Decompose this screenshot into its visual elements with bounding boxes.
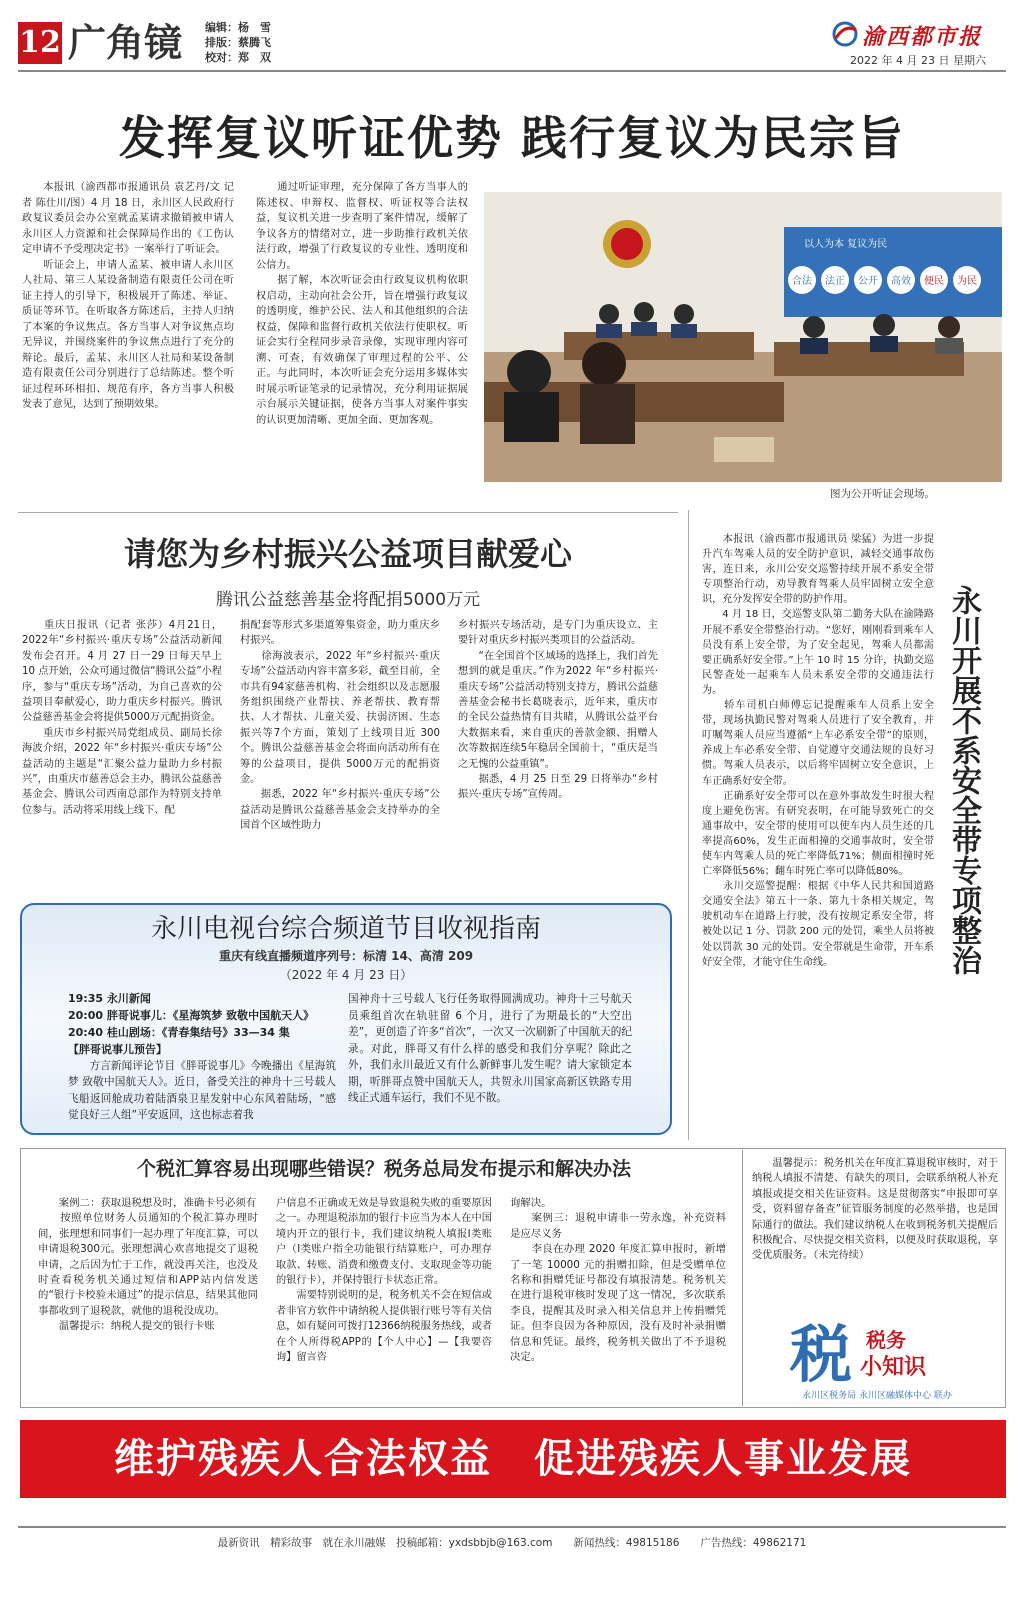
- schedule-line-1: 19:35 永川新闻: [68, 992, 151, 1005]
- editor-credits: [205, 20, 271, 65]
- a1-col1: 本报讯（渝西都市报通讯员 袁艺丹/文 记者 陈仕川/图）4 月 18 日，永川区人民政府行政复议委员会办公室就孟某请求撤销被申请人永川区人力资源和社会保障局作出的《工伤认定申请不予受理决定书》一案举行了听证会。 听证会上，申请人孟某、被申请人永川区人社局、第三人某设备制造有限责任公司在听证主持人的引导下，积极展开了陈述、举证、质证等环节。在听取各方陈述后，主持人归纳了本案的争议焦点。各方当事人对争议焦点均无异议，并围绕案件的争议焦点进行了充分的辩论。最后，孟某、永川区人社局和某设备制造有限责任公司分别进行了总结陈述。整个听证过程环环相扣、规范有序，各方当事人积极发表了意见，达到了预期效果。: [22, 182, 234, 410]
- a2-col1: 重庆日报讯（记者 张莎）4月21日，2022年“乡村振兴·重庆专场”公益活动新闻发布会召开。4 月 27 日一29 日每天早上 10 点开始，公众可通过微信“腾讯公益”小程序，参与“重庆专场”活动，为自己喜欢的公益项目奉献爱心，助力重庆乡村振兴。腾讯公益慈善基金会将提供5000万元配捐资金。 重庆市乡村振兴局党组成员、副局长徐海波介绍，2022 年“乡村振兴·重庆专场”公益活动的主题是“汇聚公益力量助力乡村振兴”，由重庆市慈善总会主办，腾讯公益慈善基金会、腾讯公司西南总部作为特别支持单位参与。活动将采用线上线下、配: [22, 620, 222, 816]
- proof-name: 校对：郑 双: [205, 51, 271, 64]
- photo-badge-text: 高效: [891, 276, 911, 287]
- a4-sub1: 重庆有线直播频道序列号：标清 14、高清 209: [218, 949, 474, 963]
- tax-logo-credit: 永川区税务局 永川区融媒体中心 联办: [802, 1391, 952, 1401]
- header-rule: [18, 70, 1006, 72]
- a2-headline: 请您为乡村振兴公益项目献爱心: [123, 535, 572, 573]
- a3-headline: 永川开展不系安全带专项整治: [946, 585, 981, 975]
- page-number-badge: 12: [18, 22, 62, 64]
- hearing-photo: [484, 192, 1002, 482]
- hearing-photo-illustration: [484, 192, 1002, 482]
- a3-divider: [688, 510, 689, 1140]
- schedule-line-3: 20:40 桂山剧场：《青春集结号》33—34 集: [68, 1026, 290, 1039]
- a4-schedule: [68, 990, 348, 1058]
- layout-name: 排版：蔡腾飞: [205, 36, 271, 49]
- paper-logo: [830, 20, 1010, 48]
- a1-headline: 发挥复议听证优势 践行复议为民宗旨: [118, 111, 905, 165]
- paper-name: 渝西都市报: [862, 24, 983, 50]
- a5-col4: 温馨提示：税务机关在年度汇算退税审核时，对于纳税人填报不清楚、有缺失的项目，会联系纳税人补充填报或提交相关佐证资料。这是贯彻落实“申报即可享受，资料留存备查”征管服务制度的必然举措，也是国际通行的做法。我们建议纳税人在收到税务机关提醒后积极配合、尽快提交相关资料，以便及时获取退税，享受优质服务。（未完待续）: [752, 1158, 998, 1262]
- a1-col2: 通过听证审理，充分保障了各方当事人的陈述权、申辩权、监督权、听证权等合法权益，复议机关进一步查明了案件情况，缓解了争议各方的情绪对立，进一步助推行政机关依法行政，增强了行政复议的专业性、透明度和公信力。 据了解，本次听证会由行政复议机构依职权启动，主动向社会公开，旨在增强行政复议的透明度，维护公民、法人和其他组织的合法权益，保障和监督行政机关依法行使职权。听证会实行全程同步录音录像，实现审理内容可溯、可查，有效确保了审理过程的公平、公正。与此同时，本次听证会充分运用多媒体实时展示听证笔录的记录情况，充分利用证据展示台展示关键证据，使各方当事人对案件事实的认识更加清晰、更加全面、更加客观。: [256, 182, 468, 426]
- schedule-line-4: 【胖哥说事儿预告】: [68, 1043, 167, 1056]
- photo-badge-text: 公开: [858, 276, 878, 287]
- slogan-text: 维护残疾人合法权益 促进残疾人事业发展: [114, 1436, 912, 1482]
- tax-logo-t1: 税务: [866, 1328, 906, 1352]
- a4-sub2: （2022 年 4 月 23 日）: [279, 968, 413, 982]
- issue-date: 2022 年 4 月 23 日 星期六: [850, 54, 986, 67]
- photo-slogan: 以人为本 复议为民: [804, 239, 888, 250]
- tax-logo-big: 税: [790, 1318, 853, 1391]
- a1-caption: 图为公开听证会现场。: [830, 488, 935, 500]
- section-title: 广角镜: [68, 21, 183, 65]
- photo-badge-text: 法正: [825, 276, 845, 287]
- a5-headline: 个税汇算容易出现哪些错误？税务总局发布提示和解决办法: [136, 1158, 631, 1180]
- a5-col3: 询解决。 案例三：退税申请非一劳永逸，补充资料是应尽义务 李良在办理 2020 年度汇算申报时，新增了一笔 10000 元的捐赠扣除，但是受赠单位名称和捐赠凭证号都没有填报清楚。税务机关在进行退税审核时发现了这一情况，多次联系李良，提醒其及时录入相关信息并上传捐赠凭证。但李良因为各种原因，没有及时补录捐赠信息和凭证。最终，税务机关做出了不予退税决定。: [510, 1197, 726, 1364]
- footer-rule: [18, 1526, 1006, 1528]
- a2-subhead: 腾讯公益慈善基金将配捐5000万元: [215, 590, 481, 610]
- footer-info: 最新资讯 精彩故事 就在永川融媒 投稿邮箱：yxdsbbjb@163.com 新闻热线：49815186 广告热线：49862171: [217, 1537, 807, 1549]
- paper-logo-icon: [830, 20, 860, 48]
- a4-headline: 永川电视台综合频道节目收视指南: [150, 914, 541, 944]
- a4-col2: 国神舟十三号载人飞行任务取得圆满成功。神舟十三号航天员乘组首次在轨驻留 6 个月，进行了为期最长的“大空出差”，更创造了许多“首次”，一次又一次刷新了中国航天的纪录。对此，胖哥又有什么样的感受和我们分享呢？除此之外，我们永川最近又有什么新鲜事儿发生呢？请大家锁定本期，听胖哥点赞中国航天人，共贺永川国家高新区铁路专用线正式通车运行，我们不见不散。: [348, 993, 632, 1104]
- photo-badge-text: 为民: [957, 276, 977, 287]
- a1-bottom-rule: [18, 512, 678, 513]
- photo-badge-text: 合法: [792, 276, 812, 287]
- a5-col1: 案例二：获取退税想及时，准确卡号必须有 按照单位财务人员通知的个税汇算办理时间，张理想和同事们一起办理了年度汇算，可以申请退税300元。张理想满心欢喜地提交了退税申请，之后因为忙于工作，就没再关注，也没及时查看税务机关通过短信和APP站内信发送的“银行卡校验未通过”的提示信息，结果其他同事都收到了退税款，就他的退税没成功。 温馨提示：纳税人提交的银行卡账: [38, 1197, 258, 1333]
- a3-body: 本报讯（渝西都市报通讯员 梁猛）为进一步提升汽车驾乘人员的安全防护意识，减轻交通事故伤害，连日来，永川公安交巡警持续开展不系安全带专项整治行动，劝导教育驾乘人员牢固树立安全意识，充分发挥安全带的防护作用。 4 月 18 日，交巡警支队第二勤务大队在渝隆路开展不系安全带整治行动。“您好，刚刚看到乘车人员没有系上安全带，为了安全起见，驾乘人员都需要正确系好安全带。”上午 10 时 15 分许，执勤交巡民警查处一起乘车人员未系安全带的交通违法行为。 轿车司机白师傅忘记提醒乘车人员系上安全带，现场执勤民警对驾乘人员进行了安全教育，并叮嘱驾乘人员应当遵循“上车必系安全带”的原则，养成上车必系安全带、自觉遵守交通法规的良好习惯。驾乘人员表示，以后将牢固树立安全意识，上车正确系好安全带。 正确系好安全带可以在意外事故发生时很大程度上避免伤害。有研究表明，在可能导致死亡的交通事故中，安全带的使用可以使车内人员生还的几率提高60%，发生正面相撞的交通事故时，安全带使车内驾乘人员的死亡率降低71%；侧面相撞时死亡率降低56%；翻车时死亡率可以降低80%。 永川交巡警提醒：根据《中华人民共和国道路交通安全法》第五十一条、第九十条相关规定，驾驶机动车在道路上行驶，没有按规定系安全带，将被处以记 1 分、罚款 200 元的处罚，乘坐人员将被处以罚款 30 元的处罚。安全带就是生命带，开车系好安全带，才能守住生命线。: [702, 534, 934, 968]
- a4-col1: 方言新闻评论节目《胖哥说事儿》今晚播出《星海筑梦 致敬中国航天人》。近日，备受关注的神舟十三号载人飞船返回舱成功着陆酒泉卫星发射中心东风着陆场，“感觉良好三人组”平安返回，这也标志着我: [68, 1060, 336, 1121]
- tax-knowledge-logo: [790, 1320, 990, 1404]
- a5-sidebar-divider: [742, 1150, 743, 1406]
- photo-badge-text: 便民: [924, 276, 944, 287]
- a2-col3: 乡村振兴专场活动，是专门为重庆设立、主要针对重庆乡村振兴类项目的公益活动。 “在全国首个区域场的选择上，我们首先想到的就是重庆。”作为2022 年“乡村振兴·重庆专场”公益活动特别支持方，腾讯公益慈善基金会秘书长葛晓表示，近年来，重庆市的全民公益热情有目共睹，从腾讯公益平台大数据来看，来自重庆的善款金额、捐赠人次等数据连续5年稳居全国前十，“重庆是当之无愧的公益重镇”。 据悉，4 月 25 日至 29 日将举办“乡村振兴·重庆专场”宣传周。: [458, 620, 658, 801]
- a5-col2: 户信息不正确或无效是导致退税失败的重要原因之一。办理退税添加的银行卡应当为本人在中国境内开立的银行卡，我们建议纳税人填报Ⅰ类账户（Ⅰ类账户指全功能银行结算账户，可办理存取款、转账、消费和缴费支付、支取现金等功能的银行卡），并保持银行卡状态正常。 需要特别说明的是，税务机关不会在短信或者非官方软件中请纳税人提供银行账号等有关信息，如有疑问可拨打12366纳税服务热线，或者在个人所得税APP的【个人中心】—【我要咨询】留言咨: [276, 1198, 492, 1364]
- a2-col2: 捐配套等形式多渠道筹集资金，助力重庆乡村振兴。 徐海波表示，2022 年“乡村振兴·重庆专场”公益活动内容丰富多彩，截至目前，全市共有94家慈善机构、社会组织以及志愿服务组织围绕产业帮扶、养老帮扶、教育帮扶、人才帮扶、儿童关爱、扶弱济困、生态振兴等7个方面，策划了上线项目近 300个。腾讯公益慈善基金会将面向活动所有在筹的公益项目，提供 5000万元的配捐资金。 据悉，2022 年“乡村振兴·重庆专场”公益活动是腾讯公益慈善基金会支持举办的全国首个区域性助力: [240, 620, 440, 832]
- tax-logo-t2: 小知识: [860, 1355, 927, 1380]
- schedule-line-2: 20:00 胖哥说事儿：《星海筑梦 致敬中国航天人》: [68, 1009, 315, 1022]
- editor-name: 编辑：杨 雪: [205, 21, 271, 34]
